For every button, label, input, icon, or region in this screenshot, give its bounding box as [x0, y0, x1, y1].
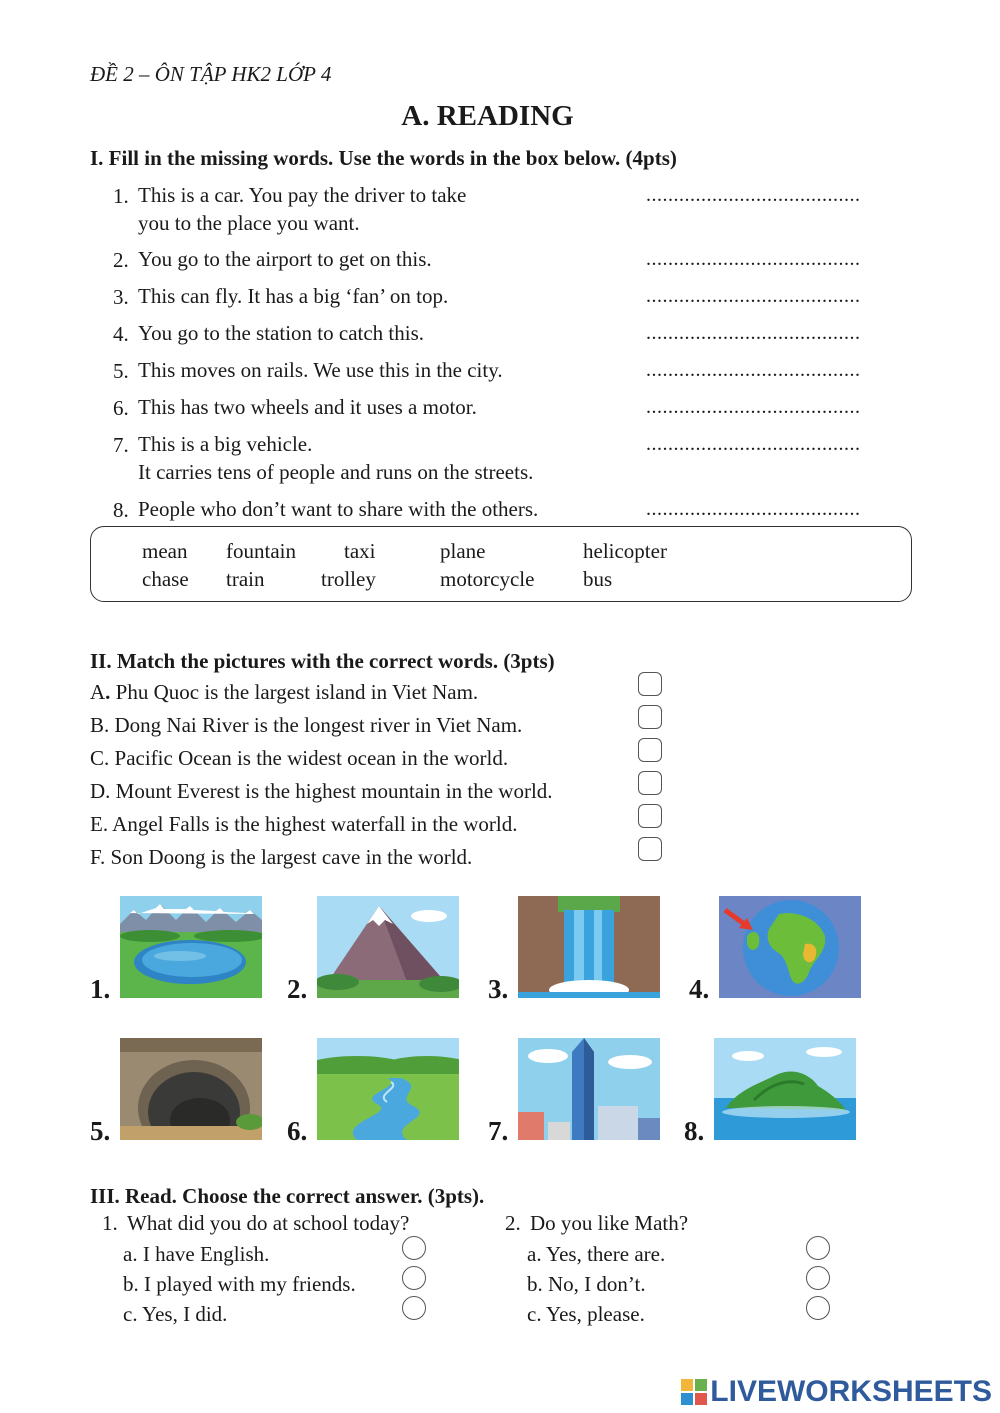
- part3-q1-text: What did you do at school today?: [127, 1211, 410, 1235]
- part3-q2-text: Do you like Math?: [530, 1211, 689, 1235]
- part3-q1-option-b: b. I played with my friends.: [123, 1272, 356, 1296]
- picture-5-label: 5.: [90, 1116, 111, 1146]
- word-train: train: [226, 567, 265, 591]
- part1-q3-number: 3.: [113, 285, 129, 309]
- part1-q5-number: 5.: [113, 359, 129, 383]
- match-item-e-letter: E.: [90, 812, 109, 836]
- match-item-b-letter: B.: [90, 713, 110, 737]
- brand-watermark: [681, 1374, 992, 1410]
- part1-q8-blank[interactable]: .......................................: [646, 498, 861, 520]
- part3-q1-radio-c[interactable]: [402, 1296, 426, 1320]
- part3-q1-radio-b[interactable]: [402, 1266, 426, 1290]
- match-item-b-text: Dong Nai River is the longest river in Viet Nam.: [114, 713, 523, 737]
- picture-7-label: 7.: [488, 1116, 509, 1146]
- part1-q7-number: 7.: [113, 433, 129, 457]
- match-answer-box-c[interactable]: [638, 738, 662, 762]
- part1-q5-blank[interactable]: .......................................: [646, 359, 861, 381]
- part1-q4-number: 4.: [113, 322, 129, 346]
- match-answer-box-f[interactable]: [638, 837, 662, 861]
- word-chase: chase: [142, 567, 189, 591]
- match-item-f-letter: F.: [90, 845, 106, 869]
- part3-q2-option-a: a. Yes, there are.: [527, 1242, 666, 1266]
- part1-q8-text: People who don’t want to share with the others.: [138, 497, 539, 521]
- word-trolley: trolley: [321, 567, 376, 591]
- picture-1-label: 1.: [90, 974, 111, 1004]
- picture-3-label: 3.: [488, 974, 509, 1004]
- picture-4-label: 4.: [689, 974, 710, 1004]
- part3-q1-option-a: a. I have English.: [123, 1242, 270, 1266]
- part3-q2-option-c: c. Yes, please.: [527, 1302, 645, 1326]
- part1-q7-blank[interactable]: .......................................: [646, 433, 861, 455]
- part3-q2-option-b: b. No, I don’t.: [527, 1272, 646, 1296]
- part1-q8-number: 8.: [113, 498, 129, 522]
- match-item-f-text: Son Doong is the largest cave in the world.: [110, 845, 473, 869]
- picture-2-mountain: [317, 896, 459, 998]
- part2-title: II. Match the pictures with the correct words. (3pts): [90, 649, 555, 673]
- word-helicopter: helicopter: [583, 539, 667, 563]
- picture-4-globe: [719, 896, 861, 998]
- picture-8-label: 8.: [684, 1116, 705, 1146]
- match-answer-box-b[interactable]: [638, 705, 662, 729]
- part1-q6-blank[interactable]: .......................................: [646, 396, 861, 418]
- match-item-a-letter: A: [90, 680, 106, 704]
- word-fountain: fountain: [226, 539, 296, 563]
- part1-q4-blank[interactable]: .......................................: [646, 322, 861, 344]
- part1-q4-text: You go to the station to catch this.: [138, 321, 425, 345]
- part1-q6-text: This has two wheels and it uses a motor.: [138, 395, 477, 419]
- match-item-c-letter: C.: [90, 746, 110, 770]
- brand-name: LIVEWORKSHEETS: [710, 1375, 992, 1408]
- part1-q3-text: This can fly. It has a big ‘fan’ on top.: [138, 284, 449, 308]
- part1-q2-blank[interactable]: .......................................: [646, 248, 861, 270]
- picture-6-label: 6.: [287, 1116, 308, 1146]
- match-item-a-dot: .: [105, 680, 111, 704]
- part1-q1-text: [138, 181, 466, 237]
- match-answer-box-a[interactable]: [638, 672, 662, 696]
- part1-q6-number: 6.: [113, 396, 129, 420]
- part3-q1-number: 1.: [102, 1211, 118, 1235]
- part3-q1-radio-a[interactable]: [402, 1236, 426, 1260]
- word-plane: plane: [440, 539, 486, 563]
- part1-q1-line1: This is a car. You pay the driver to take: [138, 183, 467, 207]
- picture-1-lake: [120, 896, 262, 998]
- brand-logo-icon: [681, 1379, 707, 1405]
- part3-title: III. Read. Choose the correct answer. (3pts).: [90, 1184, 485, 1208]
- part1-q5-text: This moves on rails. We use this in the city.: [138, 358, 503, 382]
- match-answer-box-e[interactable]: [638, 804, 662, 828]
- word-motorcycle: motorcycle: [440, 567, 535, 591]
- match-item-d: [90, 779, 553, 804]
- picture-3-waterfall: [518, 896, 660, 998]
- match-item-d-letter: D.: [90, 779, 111, 803]
- part3-q2-radio-c[interactable]: [806, 1296, 830, 1320]
- match-item-e-text: Angel Falls is the highest waterfall in the world.: [112, 812, 518, 836]
- match-item-a: [90, 680, 478, 705]
- part1-title: I. Fill in the missing words. Use the words in the box below. (4pts): [90, 146, 677, 170]
- part1-q2-number: 2.: [113, 248, 129, 272]
- picture-5-cave: [120, 1038, 262, 1140]
- match-item-a-text: Phu Quoc is the largest island in Viet Nam.: [115, 680, 479, 704]
- picture-2-label: 2.: [287, 974, 308, 1004]
- part3-q1-option-c: c. Yes, I did.: [123, 1302, 228, 1326]
- picture-6-river: [317, 1038, 459, 1140]
- part3-q2-number: 2.: [505, 1211, 521, 1235]
- part1-q7-line2: It carries tens of people and runs on the streets.: [138, 460, 534, 484]
- part1-q7-text: [138, 430, 533, 486]
- part1-q1-line2: you to the place you want.: [138, 211, 360, 235]
- match-item-c-text: Pacific Ocean is the widest ocean in the world.: [114, 746, 509, 770]
- match-item-b: [90, 713, 522, 738]
- match-item-f: [90, 845, 472, 870]
- match-answer-box-d[interactable]: [638, 771, 662, 795]
- part1-q7-line1: This is a big vehicle.: [138, 432, 313, 456]
- part3-q2-radio-a[interactable]: [806, 1236, 830, 1260]
- match-item-e: [90, 812, 518, 837]
- part1-q1-blank[interactable]: .......................................: [646, 184, 861, 206]
- word-taxi: taxi: [344, 539, 376, 563]
- part1-q3-blank[interactable]: .......................................: [646, 285, 861, 307]
- part1-q1-number: 1.: [113, 184, 129, 208]
- match-item-d-text: Mount Everest is the highest mountain in the world.: [115, 779, 553, 803]
- picture-8-island: [714, 1038, 856, 1140]
- picture-7-skyscraper: [518, 1038, 660, 1140]
- section-title: A. READING: [401, 100, 574, 132]
- match-item-c: [90, 746, 508, 771]
- part3-q2-radio-b[interactable]: [806, 1266, 830, 1290]
- word-bus: bus: [583, 567, 613, 591]
- part1-q2-text: You go to the airport to get on this.: [138, 247, 432, 271]
- word-mean: mean: [142, 539, 188, 563]
- header-note: ĐỀ 2 – ÔN TẬP HK2 LỚP 4: [90, 62, 332, 86]
